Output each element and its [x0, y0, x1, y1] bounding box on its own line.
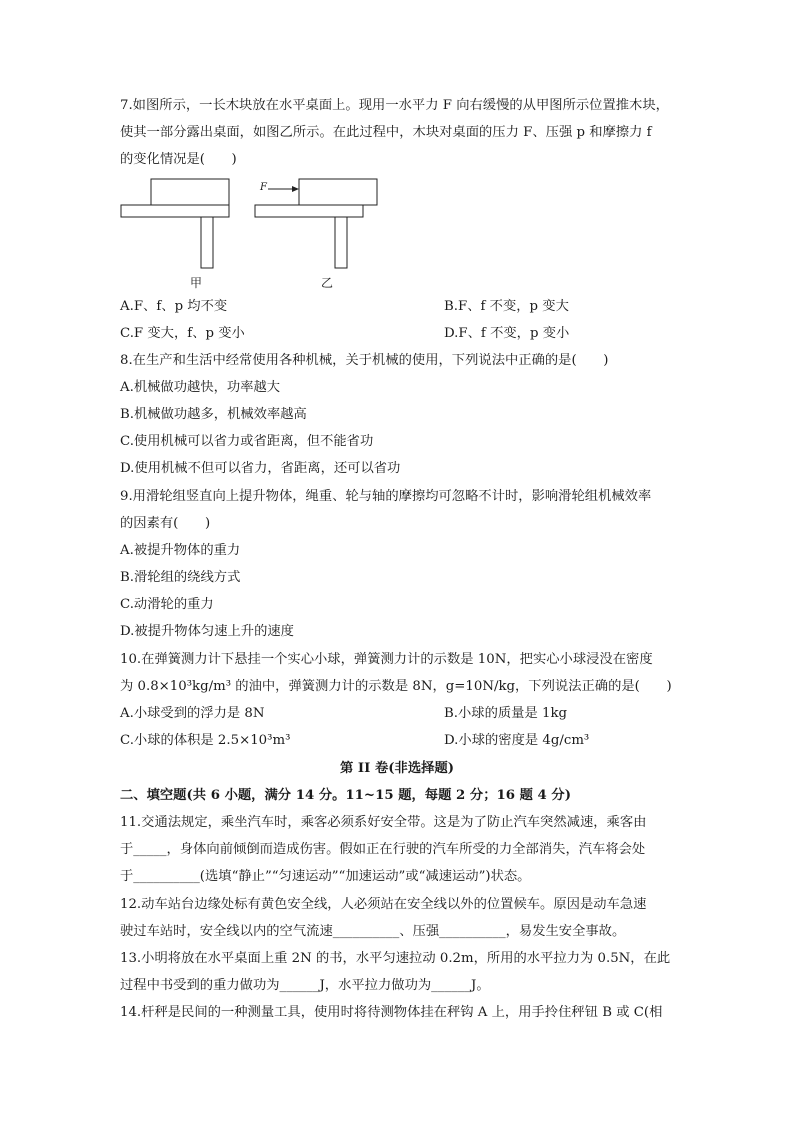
- q11-line2: 于_____，身体向前倾倒而造成伤害。假如正在行驶的汽车所受的力全部消失，汽车将会处: [120, 842, 646, 857]
- force-arrow-head: [292, 186, 299, 192]
- q9-option-d: D.被提升物体匀速上升的速度: [120, 624, 294, 639]
- q10-option-b: B.小球的质量是 1kg: [444, 706, 568, 721]
- tabletop-b: [255, 205, 363, 217]
- q12-line1: 12.动车站台边缘处标有黄色安全线，人必须站在安全线以外的位置候车。原因是动车急速: [120, 897, 647, 912]
- block-b: [299, 179, 377, 205]
- q9-stem-line1: 9.用滑轮组竖直向上提升物体，绳重、轮与轴的摩擦均可忽略不计时，影响滑轮组机械效率: [120, 489, 652, 504]
- q8-option-a: A.机械做功越快，功率越大: [120, 380, 281, 395]
- fill-in-header: 二、填空题(共 6 小题，满分 14 分。11~15 题，每题 2 分；16 题 4 分): [120, 788, 572, 803]
- q10-option-d: D.小球的密度是 4g/cm³: [444, 733, 590, 748]
- q7-stem-line3: 的变化情况是( ): [120, 152, 237, 167]
- q8-option-c: C.使用机械可以省力或省距离，但不能省功: [120, 434, 374, 449]
- q9-option-b: B.滑轮组的绕线方式: [120, 570, 241, 585]
- q7-stem-line1: 7.如图所示，一长木块放在水平桌面上。现用一水平力 F 向右缓慢的从甲图所示位置推木块，: [120, 98, 669, 113]
- q10-stem-line2: 为 0.8×10³kg/m³ 的油中，弹簧测力计的示数是 8N，g=10N/kg，下列说法正确的是( ): [120, 679, 672, 694]
- q8-option-d: D.使用机械不但可以省力，省距离，还可以省功: [120, 461, 401, 476]
- q7-option-b: B.F、f 不变，p 变大: [444, 299, 569, 314]
- table-block-diagram: [118, 174, 388, 292]
- force-label: F: [260, 182, 267, 193]
- q7-figure: [118, 174, 388, 292]
- figure-label-yi: 乙: [321, 276, 334, 290]
- q10-option-a: A.小球受到的浮力是 8N: [120, 706, 265, 721]
- tabletop-a: [121, 205, 229, 217]
- q10-stem-line1: 10.在弹簧测力计下悬挂一个实心小球，弹簧测力计的示数是 10N，把实心小球浸没在密度: [120, 652, 653, 667]
- table-leg-a: [201, 217, 213, 268]
- q7-option-a: A.F、f、p 均不变: [120, 299, 228, 314]
- q14-line1: 14.杆秤是民间的一种测量工具，使用时将待测物体挂在秤钩 A 上，用手拎住秤钮 B 或 C(相: [120, 1005, 663, 1020]
- q9-option-a: A.被提升物体的重力: [120, 543, 241, 558]
- section-title: 第 II 卷(非选择题): [339, 761, 455, 776]
- q11-line3: 于__________(选填“静止”“匀速运动”“加速运动”或“减速运动”)状态。: [120, 869, 531, 884]
- q8-stem: 8.在生产和生活中经常使用各种机械，关于机械的使用，下列说法中正确的是( ): [120, 353, 609, 368]
- figure-label-jia: 甲: [190, 276, 203, 290]
- q7-stem-line2: 使其一部分露出桌面，如图乙所示。在此过程中，木块对桌面的压力 F、压强 p 和摩擦力 f: [120, 125, 652, 140]
- q13-line2: 过程中书受到的重力做功为______J，水平拉力做功为______J。: [120, 978, 490, 993]
- q7-option-d: D.F、f 不变，p 变小: [444, 326, 570, 341]
- q10-option-c: C.小球的体积是 2.5×10³m³: [120, 733, 291, 748]
- q9-stem-line2: 的因素有( ): [120, 516, 211, 531]
- table-leg-b: [335, 217, 347, 268]
- q7-option-c: C.F 变大，f、p 变小: [120, 326, 245, 341]
- q11-line1: 11.交通法规定，乘坐汽车时，乘客必须系好安全带。这是为了防止汽车突然减速，乘客由: [120, 815, 647, 830]
- q9-option-c: C.动滑轮的重力: [120, 597, 214, 612]
- q12-line2: 驶过车站时，安全线以内的空气流速__________、压强__________，易发生安全事故。: [120, 924, 626, 939]
- q13-line1: 13.小明将放在水平桌面上重 2N 的书，水平匀速拉动 0.2m，所用的水平拉力为 0.5N，在此: [120, 951, 671, 966]
- block-a: [151, 179, 229, 205]
- q8-option-b: B.机械做功越多，机械效率越高: [120, 407, 307, 422]
